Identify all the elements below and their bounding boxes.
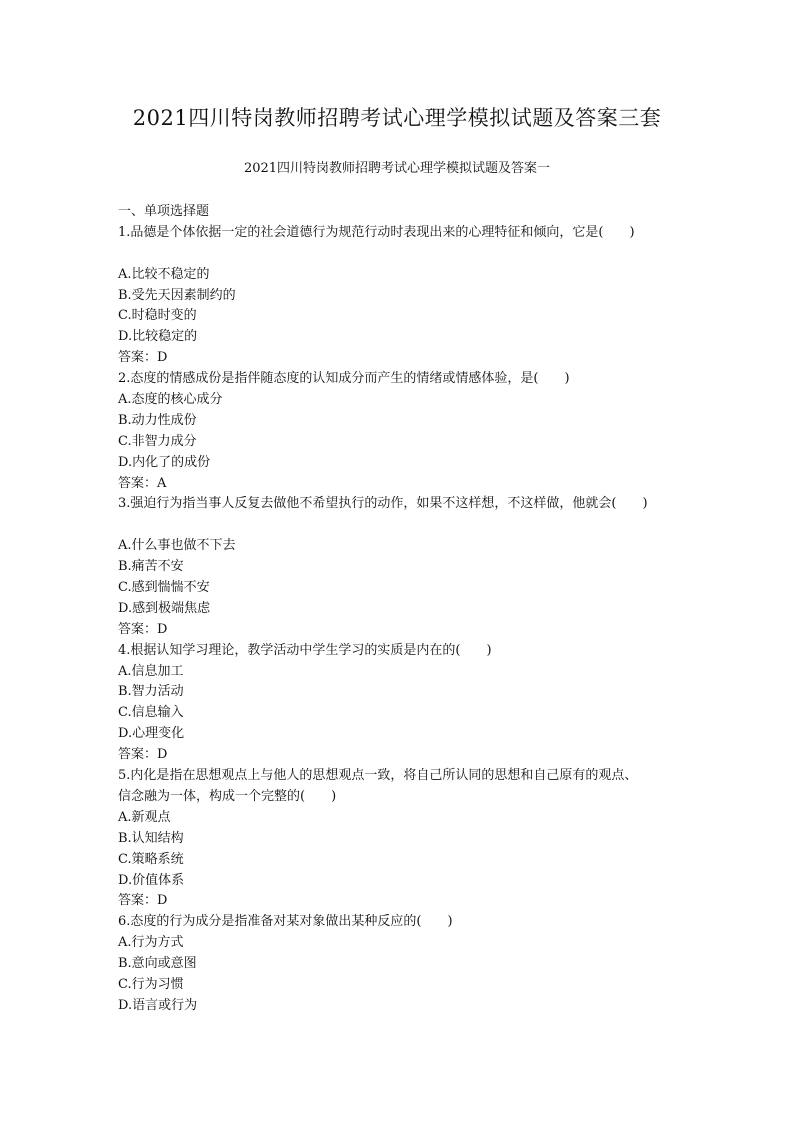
answer-option: B.智力活动 [118, 684, 184, 700]
question-block [118, 912, 718, 1016]
answer-option: C.时稳时变的 [118, 308, 197, 324]
answer-option: D.语言或行为 [118, 997, 198, 1013]
answer-option: B.受先天因素制约的 [118, 287, 236, 303]
document-title: 2021四川特岗教师招聘考试心理学模拟试题及答案三套 [132, 106, 662, 130]
question-stem: 6.态度的行为成分是指准备对某对象做出某种反应的( ) [118, 914, 453, 930]
answer-option: C.信息输入 [118, 705, 184, 721]
answer-option: C.非智力成分 [118, 433, 197, 449]
question-block [118, 766, 718, 912]
question-stem: 3.强迫行为指当事人反复去做他不希望执行的动作，如果不这样想，不这样做，他就会( ) [118, 496, 648, 512]
question-block [118, 369, 718, 494]
blank-line [118, 515, 718, 536]
question-list [118, 202, 718, 1017]
answer-option: A.比较不稳定的 [118, 266, 210, 282]
question-stem: 2.态度的情感成份是指伴随态度的认知成分而产生的情绪或情感体验，是( ) [118, 371, 570, 387]
question-block [118, 223, 718, 369]
question-stem: 4.根据认知学习理论，教学活动中学生学习的实质是内在的( ) [118, 642, 492, 658]
answer-option: B.认知结构 [118, 830, 184, 846]
section-heading: 一、单项选择题 [118, 204, 210, 219]
answer-option: A.行为方式 [118, 935, 184, 951]
answer-option: D.心理变化 [118, 726, 185, 742]
question-stem: 5.内化是指在思想观点上与他人的思想观点一致，将自己所认同的思想和自己原有的观点、 [118, 768, 638, 784]
answer-option: B.意向或意图 [118, 956, 197, 972]
answer-option: B.痛苦不安 [118, 559, 184, 575]
answer-option: C.行为习惯 [118, 976, 184, 992]
question-stem: 信念融为一体，构成一个完整的( ) [118, 788, 337, 804]
answer-key: 答案：D [118, 747, 168, 763]
question-block [118, 641, 718, 766]
answer-key: 答案：D [118, 350, 168, 366]
answer-option: D.比较稳定的 [118, 329, 198, 345]
answer-option: A.态度的核心成分 [118, 392, 223, 408]
answer-option: C.策略系统 [118, 851, 184, 867]
answer-option: B.动力性成份 [118, 412, 197, 428]
answer-key: 答案：D [118, 621, 168, 637]
answer-option: A.新观点 [118, 809, 171, 825]
answer-option: D.感到极端焦虑 [118, 600, 211, 616]
answer-key: 答案：A [118, 475, 167, 491]
answer-option: A.信息加工 [118, 663, 184, 679]
question-stem: 1.品德是个体依据一定的社会道德行为规范行动时表现出来的心理特征和倾向，它是( ) [118, 224, 635, 240]
answer-option: D.内化了的成份 [118, 454, 211, 470]
answer-option: D.价值体系 [118, 872, 185, 888]
answer-option: A.什么事也做不下去 [118, 538, 236, 554]
answer-key: 答案：D [118, 893, 168, 909]
question-block [118, 494, 718, 640]
document-subtitle: 2021四川特岗教师招聘考试心理学模拟试题及答案一 [243, 161, 551, 176]
answer-option: C.感到惴惴不安 [118, 580, 210, 596]
blank-line [118, 244, 718, 265]
